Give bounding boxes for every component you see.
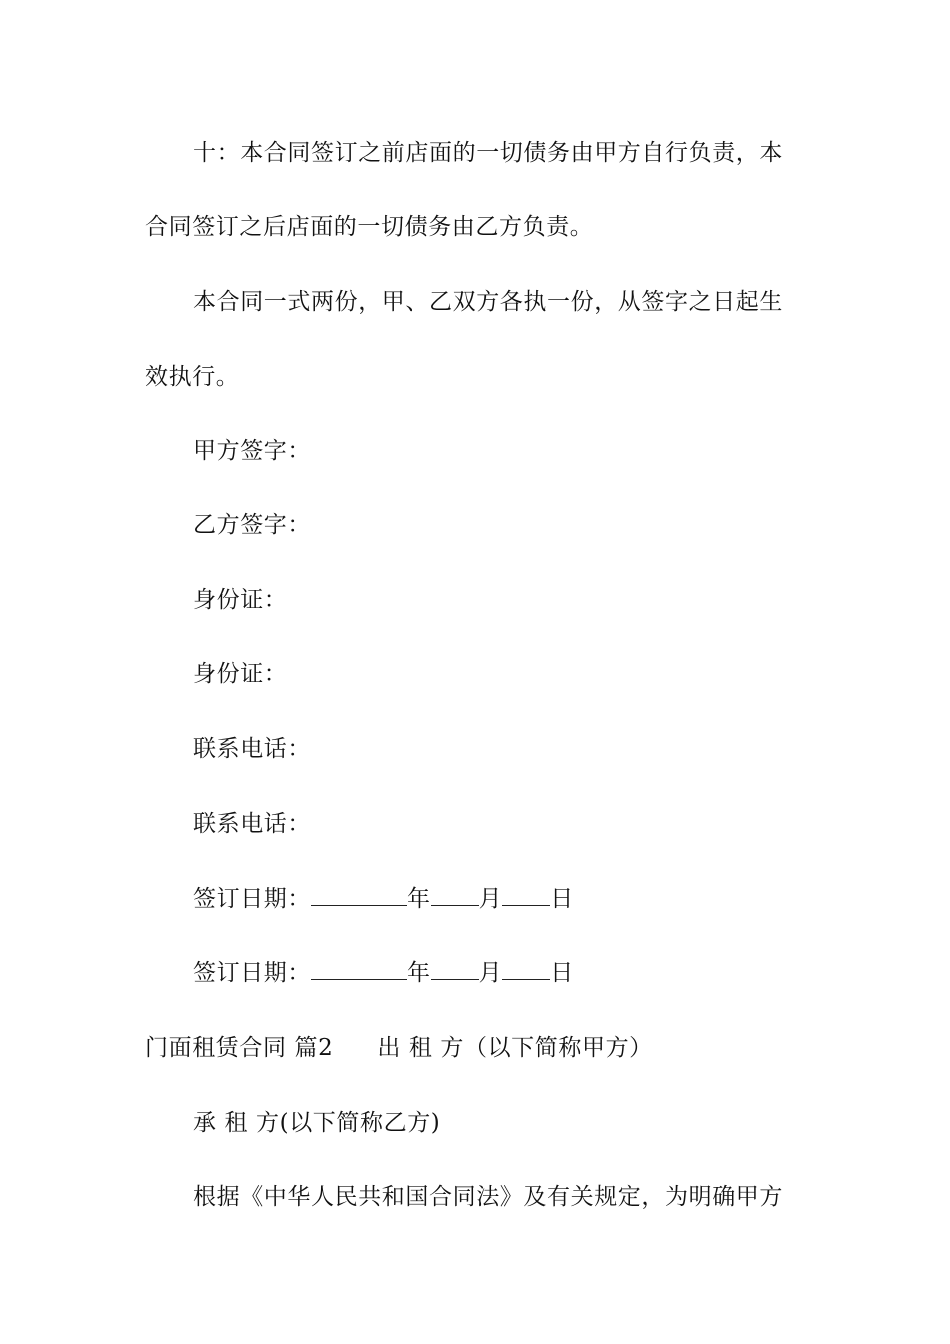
year-blank xyxy=(311,957,407,980)
signing-date-label: 签订日期： xyxy=(193,960,311,986)
month-label: 月 xyxy=(478,960,503,986)
party-a-signature-label: 甲方签字： xyxy=(193,438,311,464)
day-label: 日 xyxy=(550,960,574,986)
year-blank xyxy=(311,883,407,906)
copies-line-1: 本合同一式两份，甲、乙双方各执一份，从签字之日起生 xyxy=(193,289,783,315)
signing-date-label: 签订日期： xyxy=(193,886,311,912)
day-blank xyxy=(502,957,550,980)
party-a-phone-label: 联系电话： xyxy=(193,736,311,762)
signing-date-row-a xyxy=(193,883,863,914)
copies-line-2: 效执行。 xyxy=(145,364,240,390)
year-label: 年 xyxy=(407,886,431,912)
day-label: 日 xyxy=(550,886,574,912)
contract-intro-line: 根据《中华人民共和国合同法》及有关规定，为明确甲方 xyxy=(193,1184,783,1210)
lessee-label: 承 租 方(以下简称乙方) xyxy=(193,1110,441,1136)
section-2-heading-row xyxy=(145,1033,815,1063)
party-b-signature-label: 乙方签字： xyxy=(193,512,311,538)
year-label: 年 xyxy=(407,960,431,986)
lessor-label: 出 租 方（以下简称甲方） xyxy=(377,1035,653,1061)
clause-10-line-2: 合同签订之后店面的一切债务由乙方负责。 xyxy=(145,214,594,240)
signing-date-row-b xyxy=(193,957,863,988)
party-a-id-label: 身份证： xyxy=(193,587,288,613)
clause-10-line-1: 十：本合同签订之前店面的一切债务由甲方自行负责，本 xyxy=(193,140,783,166)
party-b-id-label: 身份证： xyxy=(193,661,288,687)
month-blank xyxy=(431,957,479,980)
month-label: 月 xyxy=(478,886,503,912)
day-blank xyxy=(502,883,550,906)
section-2-title: 门面租赁合同 篇2 xyxy=(145,1035,334,1061)
month-blank xyxy=(431,883,479,906)
party-b-phone-label: 联系电话： xyxy=(193,811,311,837)
